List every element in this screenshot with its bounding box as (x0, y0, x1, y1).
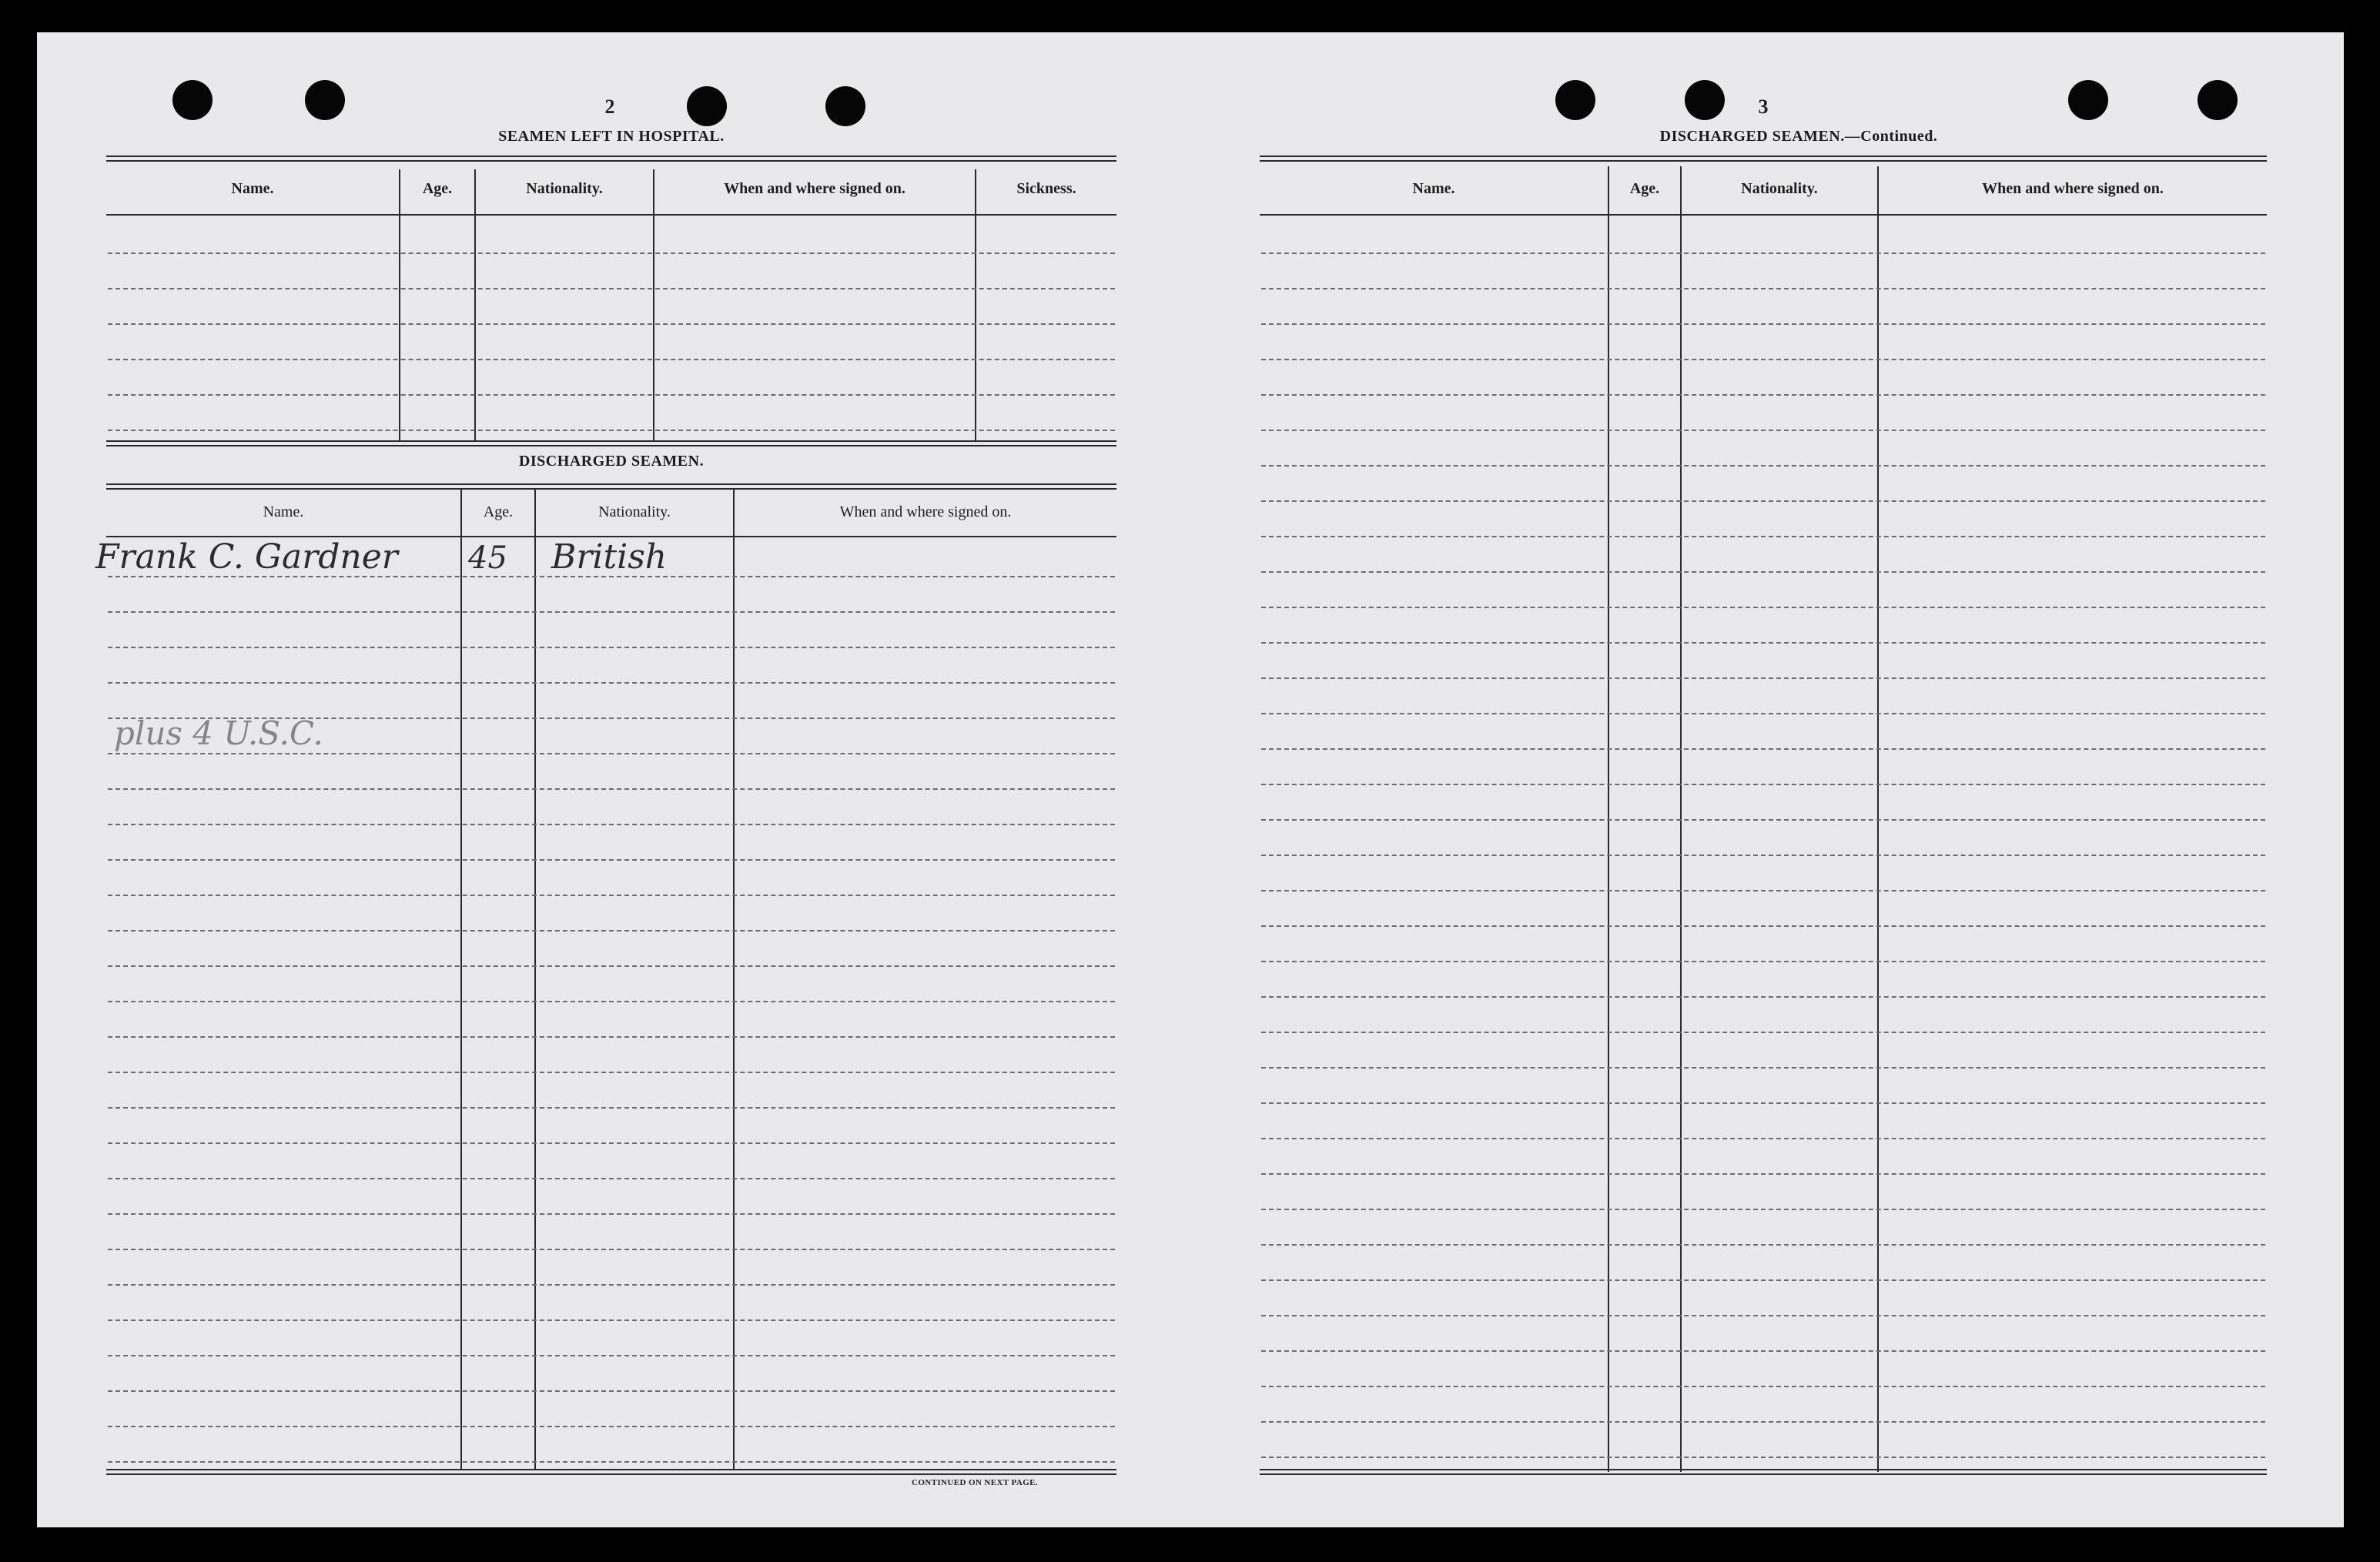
right-entry-line (1261, 890, 2265, 891)
punch-hole (687, 86, 727, 126)
discharged-top-rule (106, 483, 1116, 490)
discharged-entry-line (108, 824, 1115, 825)
punch-hole (2068, 80, 2108, 120)
right-entry-line (1261, 1457, 2265, 1458)
hospital-entry-line (108, 359, 1115, 360)
discharged-entry-line (108, 1461, 1115, 1463)
right-entry-line (1261, 323, 2265, 325)
right-entry-line (1261, 359, 2265, 360)
punch-hole (305, 80, 345, 120)
hospital-top-rule (106, 156, 1116, 162)
discharged-entry-line (108, 788, 1115, 790)
right-entry-line (1261, 1067, 2265, 1069)
right-entry-line (1261, 642, 2265, 644)
right-header-name: Name. (1412, 180, 1455, 197)
discharged-entry-line (108, 1001, 1115, 1002)
discharged-header-nationality: Nationality. (598, 503, 671, 520)
discharged-section-title: DISCHARGED SEAMEN. (518, 453, 705, 470)
discharged-entry-line (108, 1426, 1115, 1427)
hospital-entry-line (108, 288, 1115, 289)
page-number-left: 2 (604, 95, 615, 118)
hospital-entry-line (108, 323, 1115, 325)
right-entry-line (1261, 1209, 2265, 1210)
punch-hole (1555, 80, 1595, 120)
discharged-entry-line (108, 1213, 1115, 1215)
right-entry-line (1261, 607, 2265, 608)
hospital-header-sickness: Sickness. (1016, 180, 1076, 197)
ledger-sheet (37, 32, 2344, 1527)
hospital-column-divider (399, 169, 400, 440)
hospital-header-rule (106, 214, 1116, 216)
right-entry-line (1261, 925, 2265, 927)
right-entry-line (1261, 1102, 2265, 1104)
hospital-column-divider (975, 169, 976, 440)
handwritten-seaman-name: Frank C. Gardner (95, 537, 398, 577)
right-entry-line (1261, 500, 2265, 502)
right-entry-line (1261, 819, 2265, 821)
right-entry-line (1261, 1138, 2265, 1139)
hospital-column-divider (474, 169, 476, 440)
right-entry-line (1261, 253, 2265, 254)
hospital-entry-line (108, 394, 1115, 396)
discharged-entry-line (108, 1072, 1115, 1073)
right-entry-line (1261, 465, 2265, 467)
punch-hole (2198, 80, 2238, 120)
right-entry-line (1261, 1244, 2265, 1246)
discharged-entry-line (108, 895, 1115, 896)
discharged-entry-line (108, 1355, 1115, 1356)
right-entry-line (1261, 713, 2265, 714)
right-entry-line (1261, 1421, 2265, 1423)
handwritten-seaman-nationality: British (551, 537, 668, 577)
right-entry-line (1261, 748, 2265, 750)
discharged-continued-title: DISCHARGED SEAMEN.—Continued. (1659, 128, 1938, 145)
discharged-entry-line (108, 965, 1115, 967)
discharged-entry-line (108, 1142, 1115, 1144)
right-entry-line (1261, 394, 2265, 396)
right-top-rule (1260, 156, 2267, 162)
continued-footer: CONTINUED ON NEXT PAGE. (912, 1478, 1039, 1487)
right-entry-line (1261, 961, 2265, 962)
discharged-entry-line (108, 611, 1115, 613)
hospital-section-title: SEAMEN LEFT IN HOSPITAL. (498, 128, 725, 145)
hospital-header-age: Age. (422, 180, 453, 197)
right-entry-line (1261, 855, 2265, 856)
discharged-entry-line (108, 930, 1115, 932)
discharged-column-divider (534, 490, 536, 1470)
right-entry-line (1261, 996, 2265, 998)
page-number-right: 3 (1758, 95, 1769, 118)
right-entry-line (1261, 1279, 2265, 1281)
discharged-entry-line (108, 1249, 1115, 1250)
right-header-rule (1260, 214, 2267, 216)
discharged-column-divider (733, 490, 735, 1470)
right-header-nationality: Nationality. (1741, 180, 1818, 197)
hospital-entry-line (108, 430, 1115, 431)
right-entry-line (1261, 430, 2265, 431)
punch-hole (825, 86, 865, 126)
discharged-entry-line (108, 1390, 1115, 1392)
hospital-column-divider (653, 169, 654, 440)
discharged-bottom-rule (106, 1469, 1116, 1475)
punch-hole (1685, 80, 1725, 120)
hospital-bottom-rule (106, 440, 1116, 447)
hospital-header-nationality: Nationality. (526, 180, 603, 197)
punch-hole (172, 80, 213, 120)
discharged-entry-line (108, 1107, 1115, 1109)
discharged-header-signed-on: When and where signed on. (839, 503, 1012, 520)
right-entry-line (1261, 536, 2265, 537)
discharged-header-age: Age. (483, 503, 514, 520)
discharged-entry-line (108, 1036, 1115, 1038)
right-entry-line (1261, 784, 2265, 785)
right-header-signed-on: When and where signed on. (1982, 180, 2164, 197)
hospital-entry-line (108, 253, 1115, 254)
hospital-header-name: Name. (231, 180, 274, 197)
hospital-header-signed-on: When and where signed on. (724, 180, 905, 197)
discharged-entry-line (108, 1320, 1115, 1321)
right-entry-line (1261, 288, 2265, 289)
discharged-entry-line (108, 753, 1115, 754)
handwritten-note: plus 4 U.S.C. (114, 714, 323, 752)
right-entry-line (1261, 571, 2265, 573)
discharged-entry-line (108, 682, 1115, 684)
right-header-age: Age. (1629, 180, 1660, 197)
right-bottom-rule (1260, 1469, 2267, 1475)
discharged-entry-line (108, 859, 1115, 861)
right-entry-line (1261, 1386, 2265, 1387)
discharged-entry-line (108, 1284, 1115, 1286)
discharged-entry-line (108, 1178, 1115, 1179)
discharged-entry-line (108, 647, 1115, 648)
right-entry-line (1261, 1350, 2265, 1352)
right-entry-line (1261, 677, 2265, 679)
right-entry-line (1261, 1315, 2265, 1316)
handwritten-seaman-age: 45 (468, 540, 507, 576)
discharged-header-name: Name. (263, 503, 304, 520)
discharged-column-divider (460, 490, 462, 1470)
right-entry-line (1261, 1173, 2265, 1175)
right-entry-line (1261, 1032, 2265, 1033)
